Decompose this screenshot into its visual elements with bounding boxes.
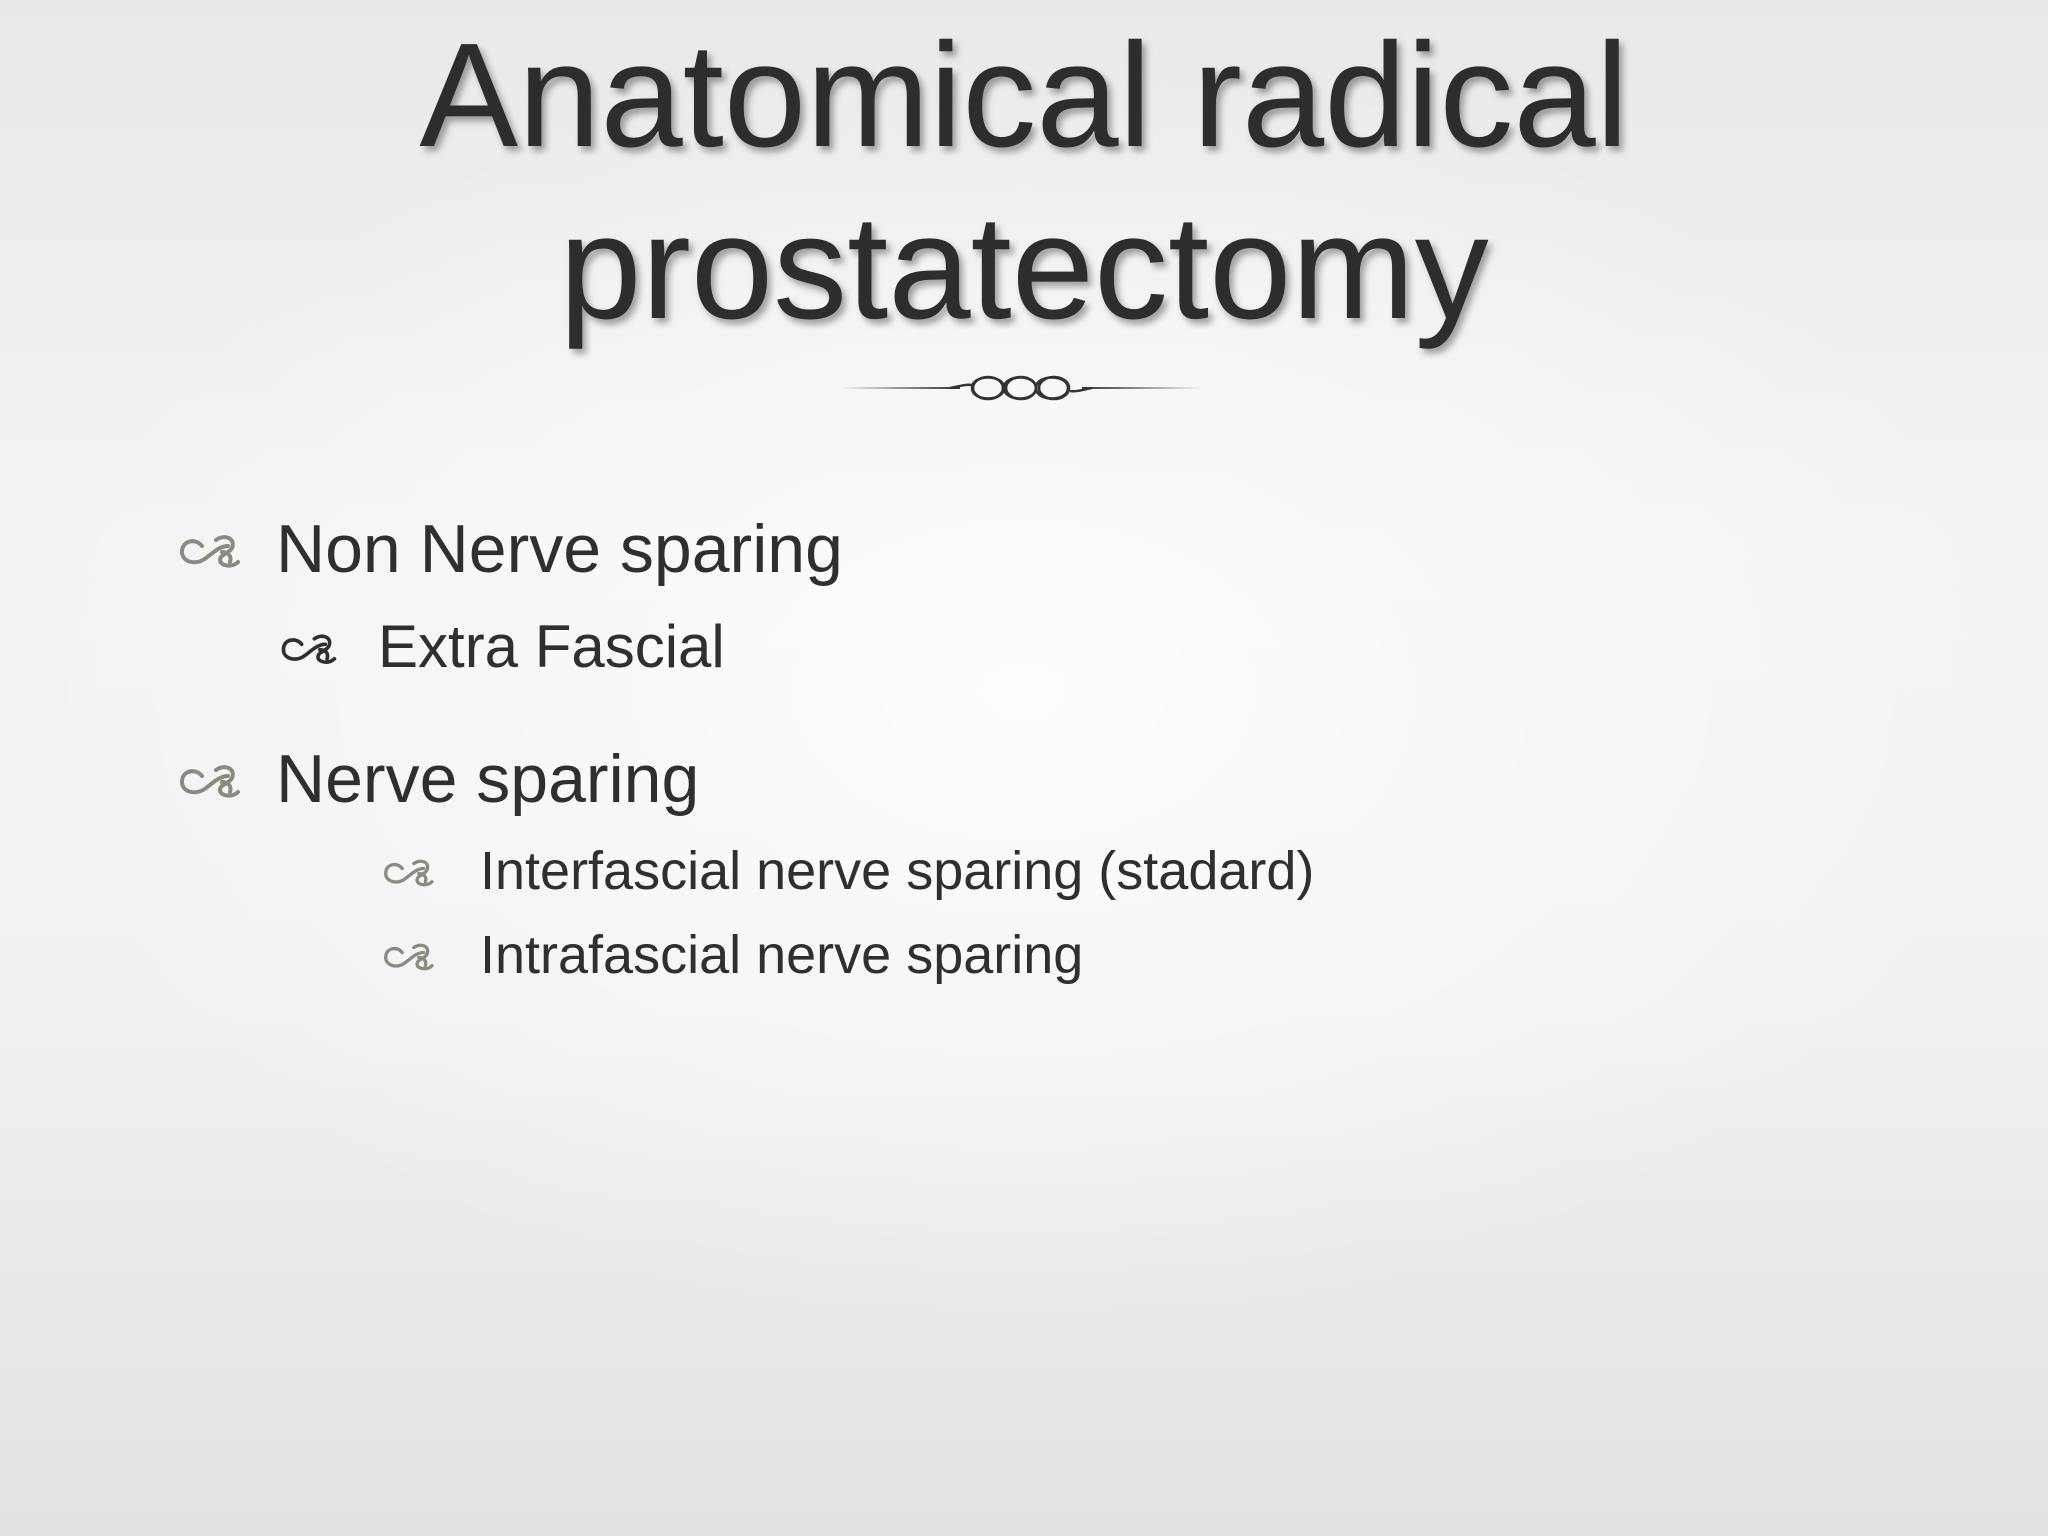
fleuron-bullet-icon — [380, 936, 436, 974]
list-item — [278, 612, 725, 681]
bullet-text: Non Nerve sparing — [276, 511, 843, 587]
slide-title-line-2: prostatectomy — [559, 185, 1489, 350]
list-item — [176, 510, 843, 588]
list-item — [380, 840, 1314, 902]
bullet-text: Intrafascial nerve sparing — [480, 925, 1084, 985]
list-item — [380, 924, 1083, 986]
fleuron-bullet-icon — [380, 852, 436, 890]
fleuron-bullet-icon — [176, 526, 242, 572]
bullet-text: Nerve sparing — [276, 741, 700, 817]
bullet-text: Interfascial nerve sparing (stadard) — [480, 841, 1315, 901]
fleuron-bullet-icon — [278, 626, 338, 668]
fleuron-bullet-icon — [176, 756, 242, 802]
list-item — [176, 740, 699, 818]
bullet-text: Extra Fascial — [378, 613, 725, 680]
slide-title-line-1: Anatomical radical — [419, 13, 1629, 178]
